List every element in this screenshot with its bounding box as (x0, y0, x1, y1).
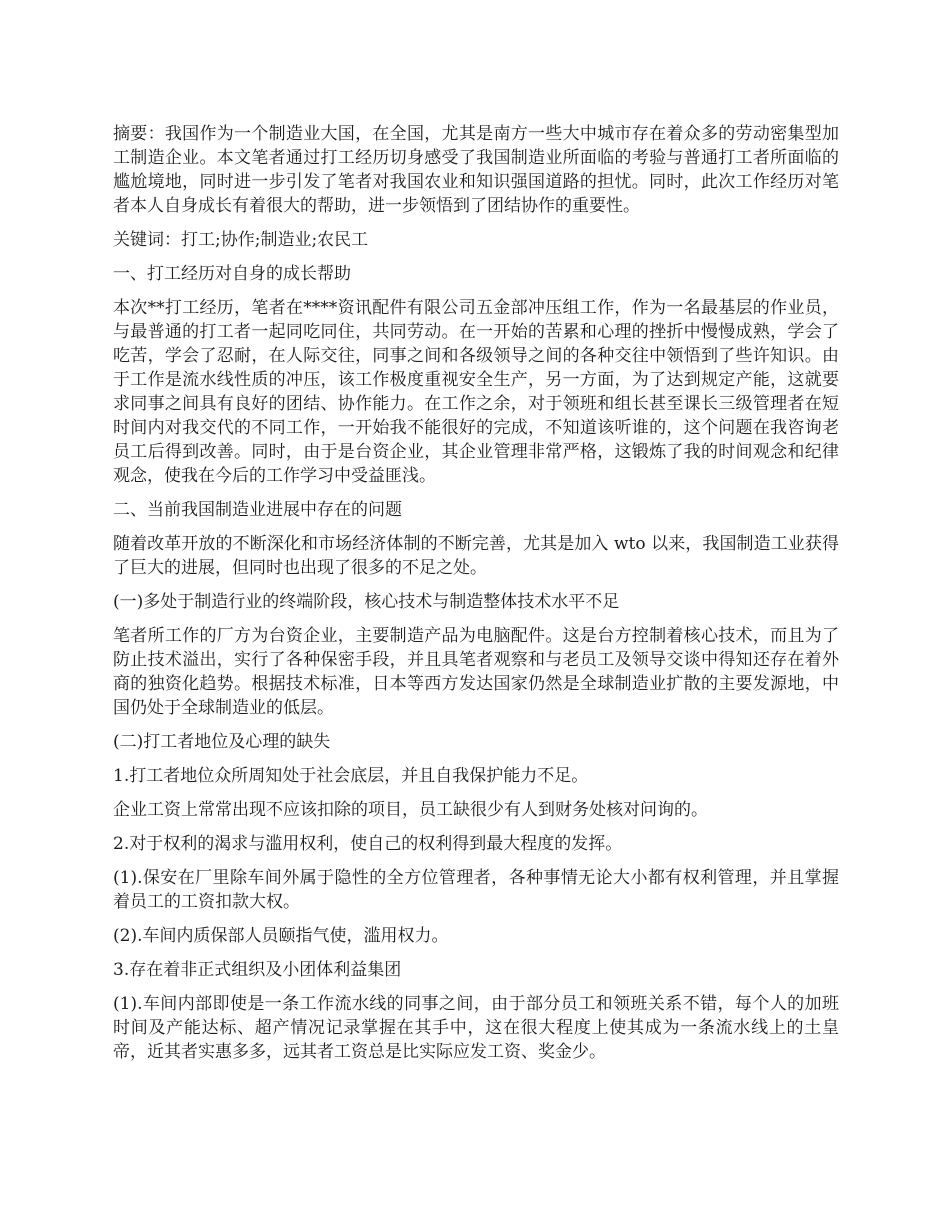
section-heading-2: 二、当前我国制造业进展中存在的问题 (113, 500, 402, 520)
body-paragraph: 本次**打工经历，笔者在****资讯配件有限公司五金部冲压组工作，作为一名最基层的作业员，与最普通的打工者一起同吃同住，共同劳动。在一开始的苦累和心理的挫折中慢慢成熟，学会了吃苦，学会了忍耐，在人际交往，同事之间和各级领导之间的各种交往中领悟到了些许知识。由于工作是流水线性质的冲压，该工作极度重视安全生产，另一方面，为了达到规定产能，这就要求同事之间具有良好的团结、协作能力。在工作之余，对于领班和组长甚至课长三级管理者在短时间内对我交代的不同工作，一开始我不能很好的完成，不知道该听谁的，这个问题在我咨询老员工后得到改善。同时，由于是台资企业，其企业管理非常严格，这锻炼了我的时间观念和纪律观念，使我在今后的工作学习中受益匪浅。 (113, 298, 839, 486)
subsection-heading-2: (二)打工者地位及心理的缺失 (113, 732, 331, 752)
list-item: 3.存在着非正式组织及小团体利益集团 (113, 960, 402, 980)
list-item: 1.打工者地位众所周知处于社会底层，并且自我保护能力不足。 (113, 766, 589, 786)
sub-list-item: (1).保安在厂里除车间外属于隐性的全方位管理者，各种事情无论大小都有权利管理，并且掌握着员工的工资扣款大权。 (113, 868, 839, 912)
document-body (113, 122, 839, 1074)
section-heading-1: 一、打工经历对自身的成长帮助 (113, 264, 351, 284)
keywords-line: 关键词：打工;协作;制造业;农民工 (113, 230, 369, 250)
body-paragraph: 随着改革开放的不断深化和市场经济体制的不断完善，尤其是加入 wto 以来，我国制造工业获得了巨大的进展，但同时也出现了很多的不足之处。 (113, 534, 839, 578)
sub-list-item: (1).车间内部即使是一条工作流水线的同事之间，由于部分员工和领班关系不错，每个人的加班时间及产能达标、超产情况记录掌握在其手中，这在很大程度上使其成为一条流水线上的土皇帝，近其者实惠多多，远其者工资总是比实际应发工资、奖金少。 (113, 994, 839, 1062)
list-item: 2.对于权利的渴求与滥用权利，使自己的权利得到最大程度的发挥。 (113, 834, 623, 854)
sub-list-item: (2).车间内质保部人员颐指气使，滥用权力。 (113, 926, 449, 946)
subsection-heading-1: (一)多处于制造行业的终端阶段，核心技术与制造整体技术水平不足 (113, 592, 620, 612)
abstract-paragraph: 摘要：我国作为一个制造业大国，在全国，尤其是南方一些大中城市存在着众多的劳动密集型加工制造企业。本文笔者通过打工经历切身感受了我国制造业所面临的考验与普通打工者所面临的尴尬境地，同时进一步引发了笔者对我国农业和知识强国道路的担忧。同时，此次工作经历对笔者本人自身成长有着很大的帮助，进一步领悟到了团结协作的重要性。 (113, 124, 839, 216)
body-paragraph: 企业工资上常常出现不应该扣除的项目，员工缺很少有人到财务处核对问询的。 (113, 800, 708, 820)
body-paragraph: 笔者所工作的厂方为台资企业，主要制造产品为电脑配件。这是台方控制着核心技术，而且为了防止技术溢出，实行了各种保密手段，并且具笔者观察和与老员工及领导交谈中得知还存在着外商的独资化趋势。根据技术标准，日本等西方发达国家仍然是全球制造业扩散的主要发源地，中国仍处于全球制造业的低层。 (113, 626, 839, 718)
